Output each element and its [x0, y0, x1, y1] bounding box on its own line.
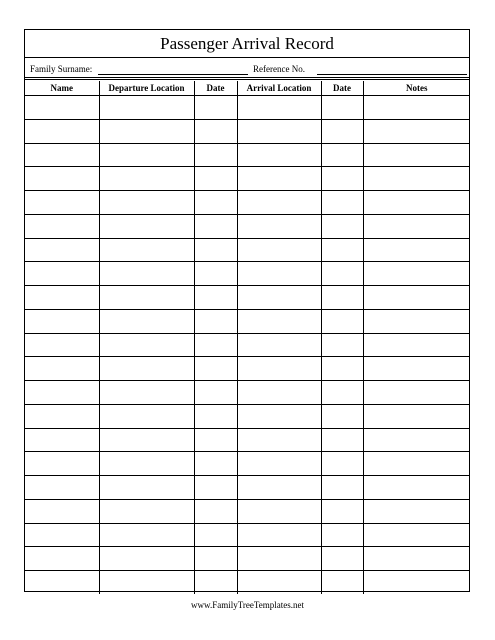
table-body [25, 96, 470, 594]
name-cell[interactable] [25, 262, 99, 286]
arrival-date-cell[interactable] [321, 357, 363, 381]
departure-location-cell[interactable] [99, 238, 194, 262]
notes-cell[interactable] [363, 191, 470, 215]
arrival-date-cell[interactable] [321, 404, 363, 428]
departure-location-cell[interactable] [99, 571, 194, 594]
arrival-location-cell[interactable] [237, 119, 321, 143]
departure-location-cell[interactable] [99, 452, 194, 476]
table-row [25, 381, 470, 405]
table-row [25, 428, 470, 452]
departure-date-cell[interactable] [194, 333, 237, 357]
notes-cell[interactable] [363, 523, 470, 547]
name-cell[interactable] [25, 167, 99, 191]
departure-location-cell[interactable] [99, 286, 194, 310]
family-surname-label: Family Surname: [30, 64, 93, 74]
arrival-location-cell[interactable] [237, 476, 321, 500]
arrival-location-cell[interactable] [237, 452, 321, 476]
departure-date-cell[interactable] [194, 214, 237, 238]
name-cell[interactable] [25, 547, 99, 571]
arrival-date-cell[interactable] [321, 523, 363, 547]
departure-location-cell[interactable] [99, 547, 194, 571]
arrival-location-cell[interactable] [237, 499, 321, 523]
arrival-location-cell[interactable] [237, 191, 321, 215]
departure-date-cell[interactable] [194, 309, 237, 333]
arrival-location-cell[interactable] [237, 571, 321, 594]
table-row [25, 452, 470, 476]
notes-cell[interactable] [363, 571, 470, 594]
name-cell[interactable] [25, 238, 99, 262]
departure-location-cell[interactable] [99, 499, 194, 523]
departure-date-cell[interactable] [194, 143, 237, 167]
name-cell[interactable] [25, 309, 99, 333]
departure-date-cell[interactable] [194, 262, 237, 286]
departure-date-cell[interactable] [194, 191, 237, 215]
form-title: Passenger Arrival Record [25, 30, 469, 58]
notes-cell[interactable] [363, 333, 470, 357]
table-row [25, 143, 470, 167]
name-cell[interactable] [25, 191, 99, 215]
arrival-location-cell[interactable] [237, 214, 321, 238]
table-row [25, 214, 470, 238]
arrival-location-cell[interactable] [237, 262, 321, 286]
departure-date-cell[interactable] [194, 119, 237, 143]
table-row [25, 286, 470, 310]
departure-location-cell[interactable] [99, 523, 194, 547]
departure-location-cell[interactable] [99, 309, 194, 333]
departure-date-cell[interactable] [194, 404, 237, 428]
departure-date-cell[interactable] [194, 476, 237, 500]
column-header-notes: Notes [363, 81, 470, 96]
departure-location-cell[interactable] [99, 143, 194, 167]
record-form [24, 29, 470, 592]
notes-cell[interactable] [363, 476, 470, 500]
footer-url: www.FamilyTreeTemplates.net [191, 600, 304, 610]
arrival-date-cell[interactable] [321, 286, 363, 310]
departure-location-cell[interactable] [99, 119, 194, 143]
arrival-date-cell[interactable] [321, 238, 363, 262]
departure-date-cell[interactable] [194, 523, 237, 547]
meta-divider [25, 77, 469, 80]
arrival-date-cell[interactable] [321, 547, 363, 571]
name-cell[interactable] [25, 571, 99, 594]
table-row [25, 96, 470, 120]
name-cell[interactable] [25, 476, 99, 500]
departure-location-cell[interactable] [99, 381, 194, 405]
departure-date-cell[interactable] [194, 167, 237, 191]
reference-field[interactable] [317, 74, 467, 75]
table-row [25, 191, 470, 215]
departure-location-cell[interactable] [99, 333, 194, 357]
notes-cell[interactable] [363, 452, 470, 476]
table-row [25, 167, 470, 191]
name-cell[interactable] [25, 381, 99, 405]
table-row [25, 499, 470, 523]
arrival-location-cell[interactable] [237, 286, 321, 310]
reference-label: Reference No. [253, 64, 305, 74]
table-row [25, 309, 470, 333]
arrival-location-cell[interactable] [237, 357, 321, 381]
notes-cell[interactable] [363, 404, 470, 428]
table-row [25, 119, 470, 143]
arrival-date-cell[interactable] [321, 476, 363, 500]
arrival-date-cell[interactable] [321, 571, 363, 594]
column-header-name: Name [25, 81, 99, 96]
table-row [25, 404, 470, 428]
arrival-location-cell[interactable] [237, 143, 321, 167]
arrival-location-cell[interactable] [237, 381, 321, 405]
column-header-departure-location: Departure Location [99, 81, 194, 96]
arrival-date-cell[interactable] [321, 96, 363, 120]
name-cell[interactable] [25, 452, 99, 476]
arrival-location-cell[interactable] [237, 167, 321, 191]
departure-date-cell[interactable] [194, 286, 237, 310]
name-cell[interactable] [25, 428, 99, 452]
arrival-location-cell[interactable] [237, 547, 321, 571]
arrival-location-cell[interactable] [237, 309, 321, 333]
departure-location-cell[interactable] [99, 191, 194, 215]
table-header-row [25, 81, 470, 96]
arrival-location-cell[interactable] [237, 96, 321, 120]
arrival-date-cell[interactable] [321, 119, 363, 143]
arrival-date-cell[interactable] [321, 333, 363, 357]
name-cell[interactable] [25, 357, 99, 381]
notes-cell[interactable] [363, 381, 470, 405]
arrival-location-cell[interactable] [237, 523, 321, 547]
arrival-date-cell[interactable] [321, 262, 363, 286]
notes-cell[interactable] [363, 286, 470, 310]
departure-location-cell[interactable] [99, 96, 194, 120]
departure-date-cell[interactable] [194, 499, 237, 523]
table-row [25, 262, 470, 286]
departure-location-cell[interactable] [99, 404, 194, 428]
arrival-date-cell[interactable] [321, 191, 363, 215]
arrival-date-cell[interactable] [321, 452, 363, 476]
name-cell[interactable] [25, 286, 99, 310]
departure-location-cell[interactable] [99, 357, 194, 381]
departure-location-cell[interactable] [99, 476, 194, 500]
arrival-location-cell[interactable] [237, 428, 321, 452]
departure-date-cell[interactable] [194, 428, 237, 452]
form-meta-row [25, 58, 469, 78]
table-row [25, 571, 470, 594]
notes-cell[interactable] [363, 262, 470, 286]
column-header-arrival-date: Date [321, 81, 363, 96]
arrival-location-cell[interactable] [237, 333, 321, 357]
notes-cell[interactable] [363, 547, 470, 571]
arrival-date-cell[interactable] [321, 167, 363, 191]
departure-location-cell[interactable] [99, 428, 194, 452]
arrival-date-cell[interactable] [321, 143, 363, 167]
name-cell[interactable] [25, 214, 99, 238]
departure-date-cell[interactable] [194, 96, 237, 120]
departure-location-cell[interactable] [99, 214, 194, 238]
departure-date-cell[interactable] [194, 452, 237, 476]
family-surname-field[interactable] [98, 74, 248, 75]
table-row [25, 238, 470, 262]
departure-date-cell[interactable] [194, 357, 237, 381]
arrival-date-cell[interactable] [321, 428, 363, 452]
departure-location-cell[interactable] [99, 167, 194, 191]
notes-cell[interactable] [363, 167, 470, 191]
notes-cell[interactable] [363, 499, 470, 523]
table-row [25, 547, 470, 571]
name-cell[interactable] [25, 333, 99, 357]
arrival-date-cell[interactable] [321, 499, 363, 523]
arrival-date-cell[interactable] [321, 309, 363, 333]
arrival-location-cell[interactable] [237, 238, 321, 262]
notes-cell[interactable] [363, 214, 470, 238]
table-row [25, 523, 470, 547]
column-header-arrival-location: Arrival Location [237, 81, 321, 96]
column-header-departure-date: Date [194, 81, 237, 96]
name-cell[interactable] [25, 404, 99, 428]
notes-cell[interactable] [363, 357, 470, 381]
arrival-location-cell[interactable] [237, 404, 321, 428]
notes-cell[interactable] [363, 96, 470, 120]
notes-cell[interactable] [363, 238, 470, 262]
table-row [25, 476, 470, 500]
departure-date-cell[interactable] [194, 381, 237, 405]
notes-cell[interactable] [363, 143, 470, 167]
arrival-table [25, 81, 470, 594]
name-cell[interactable] [25, 523, 99, 547]
notes-cell[interactable] [363, 119, 470, 143]
arrival-date-cell[interactable] [321, 381, 363, 405]
name-cell[interactable] [25, 499, 99, 523]
arrival-date-cell[interactable] [321, 214, 363, 238]
name-cell[interactable] [25, 119, 99, 143]
departure-location-cell[interactable] [99, 262, 194, 286]
name-cell[interactable] [25, 143, 99, 167]
notes-cell[interactable] [363, 428, 470, 452]
table-row [25, 357, 470, 381]
departure-date-cell[interactable] [194, 571, 237, 594]
name-cell[interactable] [25, 96, 99, 120]
departure-date-cell[interactable] [194, 547, 237, 571]
notes-cell[interactable] [363, 309, 470, 333]
table-row [25, 333, 470, 357]
departure-date-cell[interactable] [194, 238, 237, 262]
